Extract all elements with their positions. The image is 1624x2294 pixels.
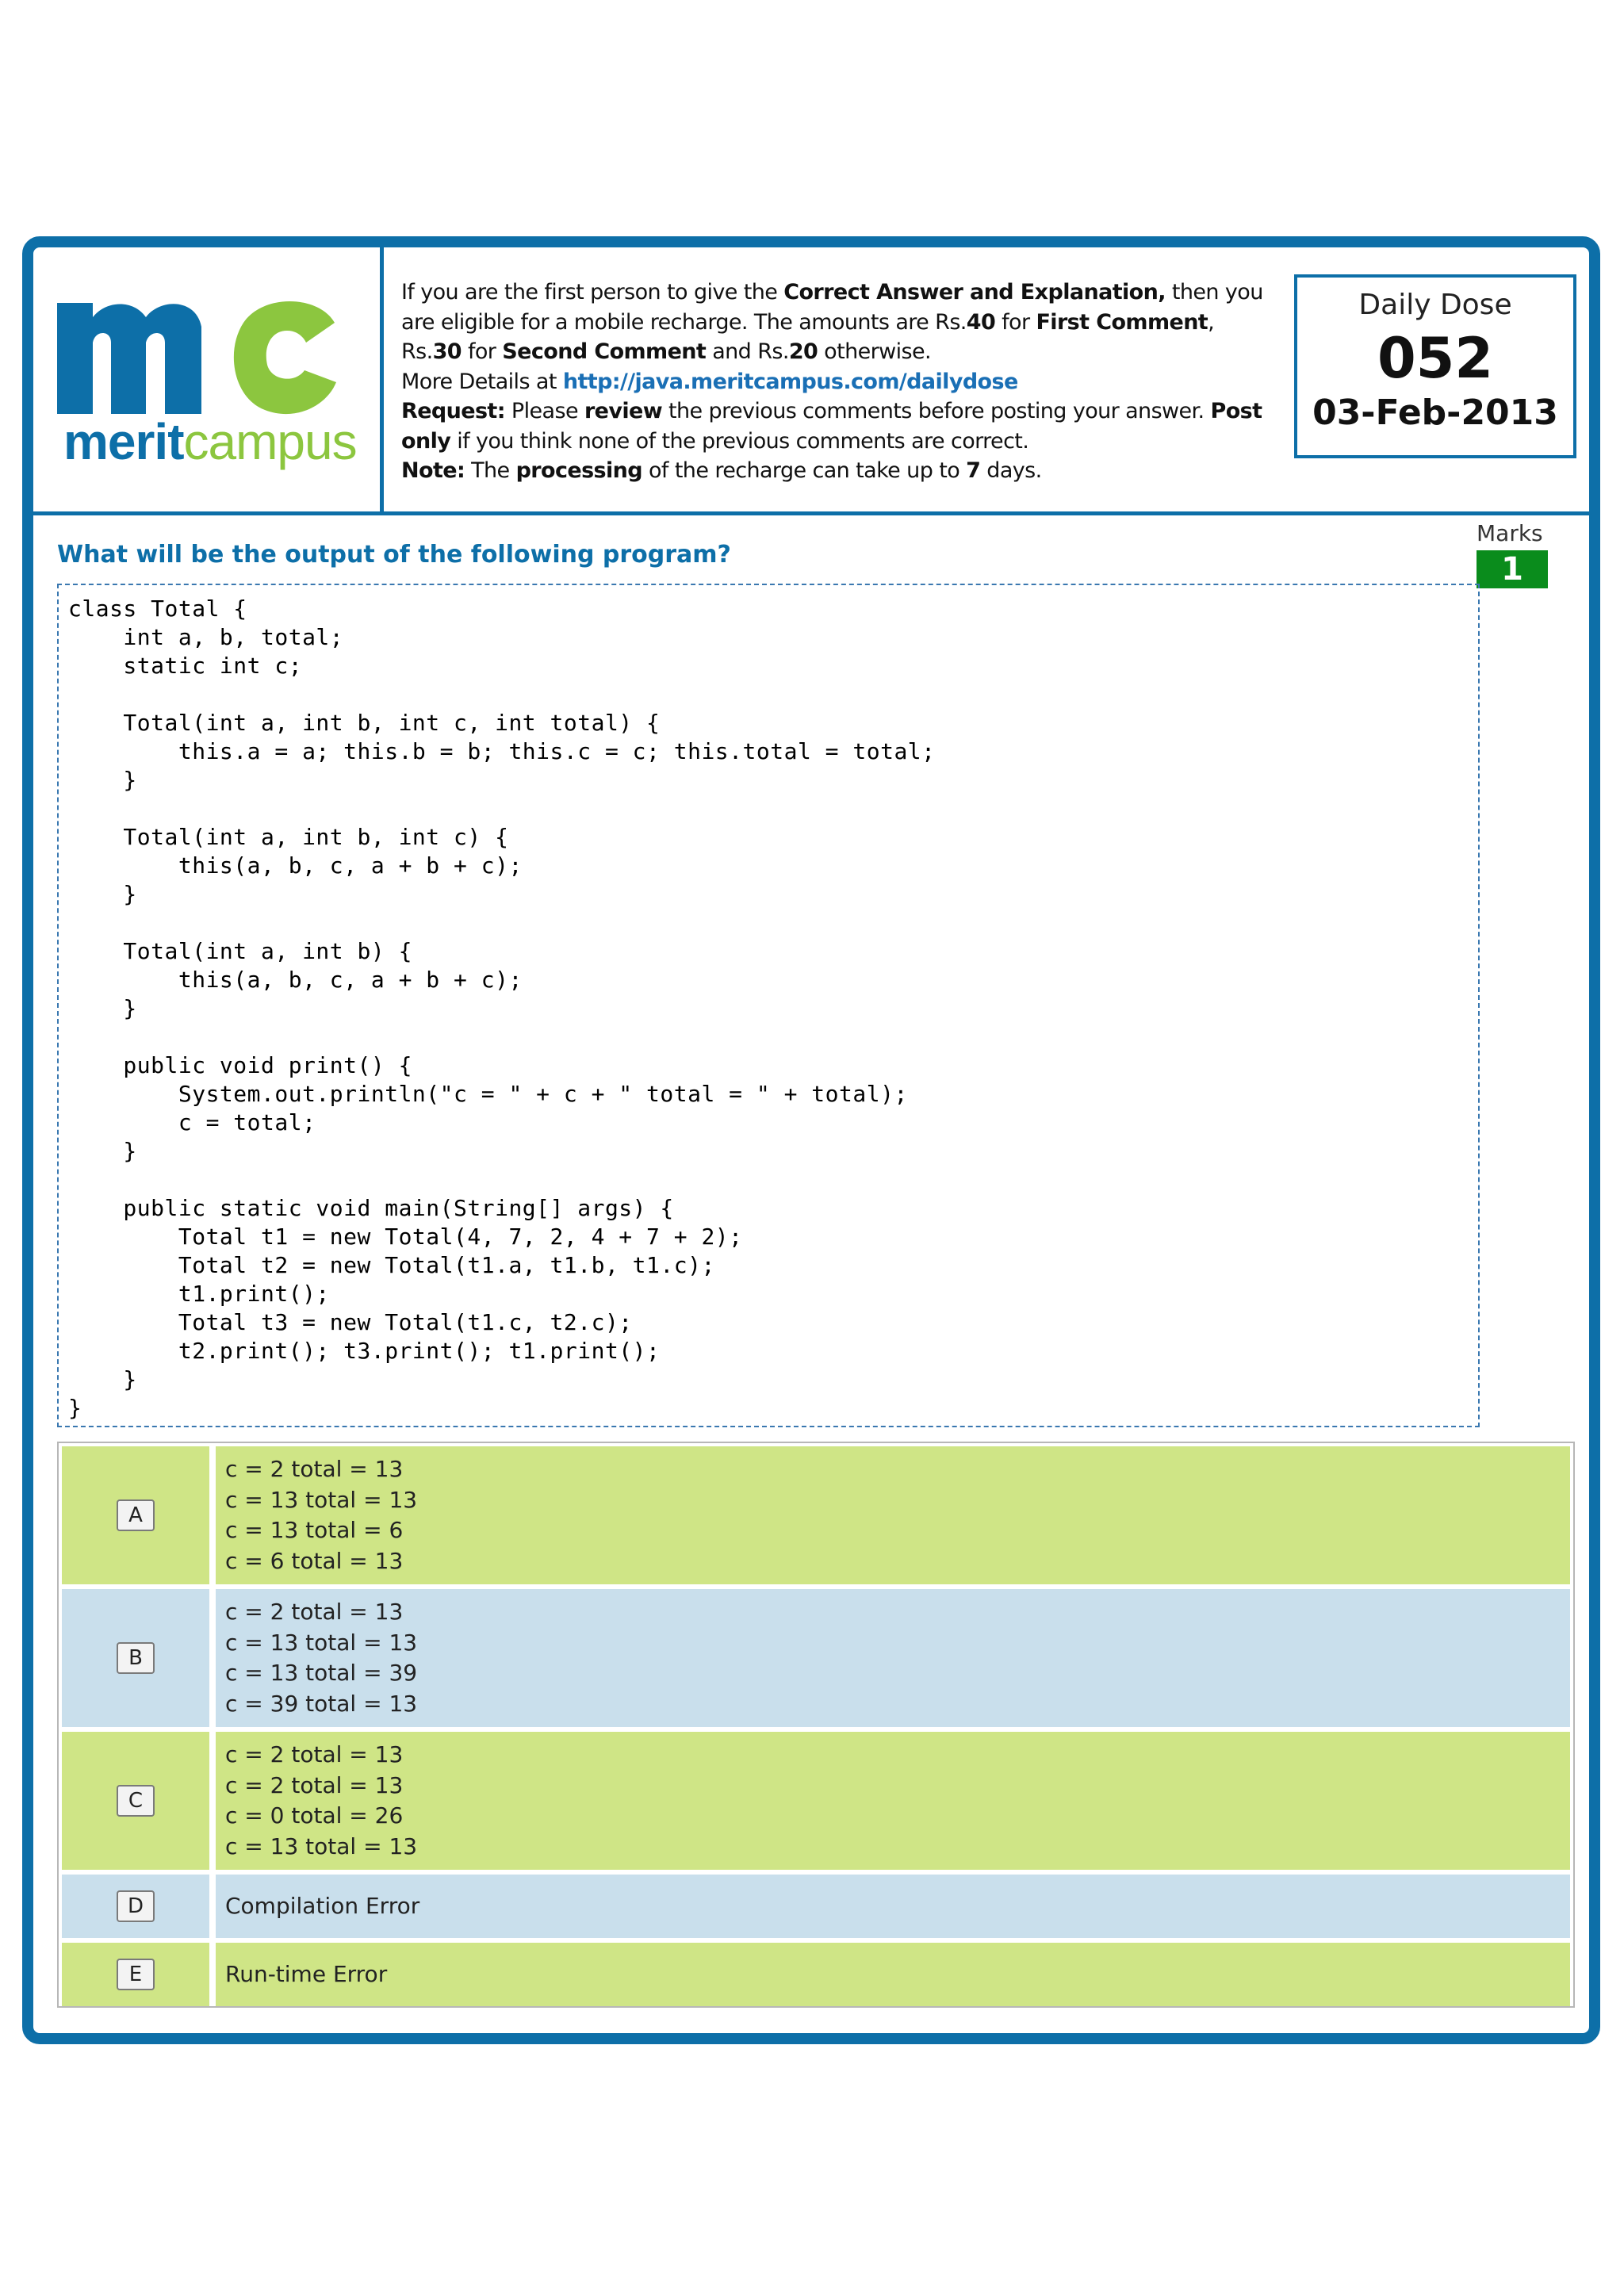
option-c-text: c = 2 total = 13 c = 2 total = 13 c = 0 total = 26 c = 13 total = 13 (216, 1732, 1570, 1870)
daily-dose-box (1294, 274, 1576, 458)
marks-badge: 1 (1477, 550, 1548, 588)
option-letter-a[interactable]: A (117, 1499, 155, 1531)
option-d-text: Compilation Error (216, 1875, 1570, 1938)
daily-dose-label: Daily Dose (1358, 289, 1512, 321)
option-e-text: Run-time Error (216, 1943, 1570, 2006)
marks-label: Marks (1477, 520, 1543, 546)
question-text: What will be the output of the following program? (57, 541, 731, 569)
option-letter-d[interactable]: D (117, 1890, 155, 1922)
daily-dose-card (22, 236, 1600, 2044)
meritcampus-logo[interactable] (33, 247, 384, 511)
option-c[interactable] (62, 1732, 1570, 1870)
dailydose-link[interactable]: http://java.meritcampus.com/dailydose (562, 369, 1018, 394)
option-b-text: c = 2 total = 13 c = 13 total = 13 c = 13 total = 39 c = 39 total = 13 (216, 1589, 1570, 1727)
code-block (57, 584, 1480, 1427)
recharge-notice: If you are the first person to give the Correct Answer and Explanation, then you are eligible for a mobile recharge. The amounts are Rs.40 for First Comment, Rs.30 for Second Comment and Rs.20 otherwise. More Details at http://java.meritcampus.com/dailydose Request: Please review the previous comments before posting your answer. Post only if you think none of the previous comments are correct. Note: The processing of the recharge can take up to 7 days. (401, 280, 1263, 483)
daily-dose-number: 052 (1377, 326, 1494, 391)
option-letter-e[interactable]: E (117, 1959, 155, 1990)
logo-wordmark: meritcampus (63, 413, 357, 470)
option-letter-c[interactable]: C (117, 1785, 155, 1817)
answer-options (57, 1442, 1575, 2008)
option-b[interactable] (62, 1589, 1570, 1727)
option-d[interactable] (62, 1875, 1570, 1938)
option-e[interactable] (62, 1943, 1570, 2006)
program-code: class Total { int a, b, total; static int c; Total(int a, int b, int c, int total) { this.a = a; this.b = b; this.c = c; this.total = total; } Total(int a, int b, int c) { this(a, b, c, a + b + c); } Total(int a, int b) { this(a, b, c, a + b + c); } public void print() { System.out.println("c = " + c + " total = " + total); c = total; } public static void main(String[] args) { Total t1 = new Total(4, 7, 2, 4 + 7 + 2); Total t2 = new Total(t1.a, t1.b, t1.c); t1.print(); Total t3 = new Total(t1.c, t2.c); t2.print(); t3.print(); t1.print(); } } (68, 596, 936, 1421)
header (33, 247, 1589, 515)
mc-logo-icon (57, 279, 358, 422)
daily-dose-date: 03-Feb-2013 (1312, 393, 1558, 433)
option-letter-b[interactable]: B (117, 1642, 155, 1674)
option-a[interactable] (62, 1446, 1570, 1584)
option-a-text: c = 2 total = 13 c = 13 total = 13 c = 13 total = 6 c = 6 total = 13 (216, 1446, 1570, 1584)
